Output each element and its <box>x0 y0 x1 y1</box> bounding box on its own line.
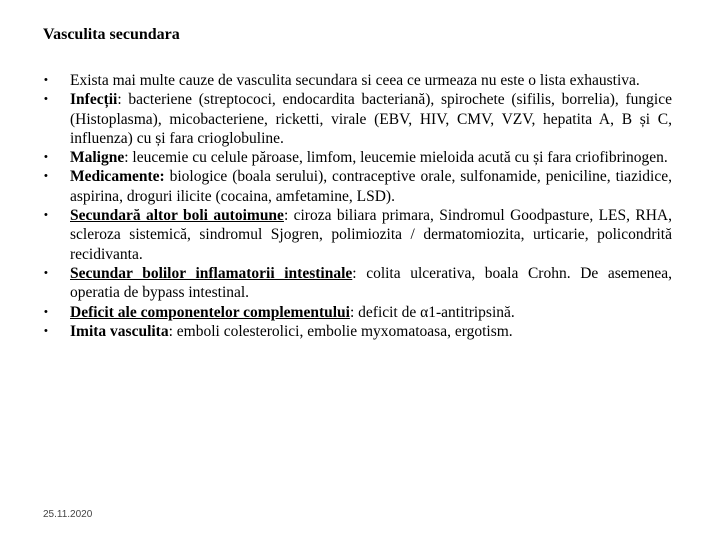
item-label: Deficit ale componentelor complementului <box>70 303 350 321</box>
bullet-icon: • <box>44 170 48 183</box>
causes-list <box>44 71 672 341</box>
list-item <box>44 71 672 90</box>
item-text: biologice (boala serului), contraceptive orale, sulfonamide, peniciline, tiazidice, aspirina, droguri ilicite (cocaina, amfetamine, LSD). <box>70 168 672 205</box>
item-text: : colita ulcerativa, boala Crohn. De asemenea, operatia de bypass intestinal. <box>70 264 672 302</box>
item-text: : deficit de α1-antitripsină. <box>349 303 515 321</box>
bullet-icon: • <box>44 324 48 337</box>
item-label: Maligne <box>70 149 125 167</box>
item-text: : emboli colesterolici, embolie myxomatoasa, ergotism. <box>168 322 513 340</box>
bullet-icon: • <box>44 151 48 164</box>
item-label: Medicamente: <box>70 168 165 186</box>
bullet-icon: • <box>44 93 48 106</box>
item-text: : leucemie cu celule păroase, limfom, leucemie mieloida acută cu și fara criofibrinogen. <box>124 149 668 167</box>
item-label: Imita vasculita <box>70 322 169 340</box>
bullet-icon: • <box>44 266 48 279</box>
item-text: : ciroza biliara primara, Sindromul Goodpasture, LES, RHA, scleroza sistemică, sindromul Sjogren, polimiozita / dermatomiozita, urticarie, policondrită recidivanta. <box>70 207 672 263</box>
list-item <box>44 167 672 206</box>
slide-title: Vasculita secundara <box>43 26 180 43</box>
item-label: Secundară altor boli autoimune <box>70 207 284 225</box>
item-label: Secundar bolilor inflamatorii intestinale <box>70 264 353 282</box>
item-text: Exista mai multe cauze de vasculita secundara si ceea ce urmeaza nu este o lista exhaustiva. <box>70 72 640 89</box>
bullet-icon: • <box>44 74 48 86</box>
list-item <box>44 148 672 167</box>
list-item <box>44 303 672 322</box>
list-item <box>44 90 672 148</box>
slide-date: 25.11.2020 <box>43 509 93 520</box>
item-label: Infecții <box>70 91 118 109</box>
bullet-icon: • <box>44 305 48 318</box>
list-item <box>44 206 672 264</box>
item-text: : bacteriene (streptococi, endocardita bacteriană), spirochete (sifilis, borrelia), fungice (Histoplasma), micobacteriene, ricketti, virale (EBV, HIV, CMV, VZV, hepatita A, B și C, influenza) cu și fara crioglobuline. <box>70 91 672 147</box>
list-item <box>44 264 672 303</box>
bullet-icon: • <box>44 209 48 222</box>
list-item <box>44 322 672 341</box>
